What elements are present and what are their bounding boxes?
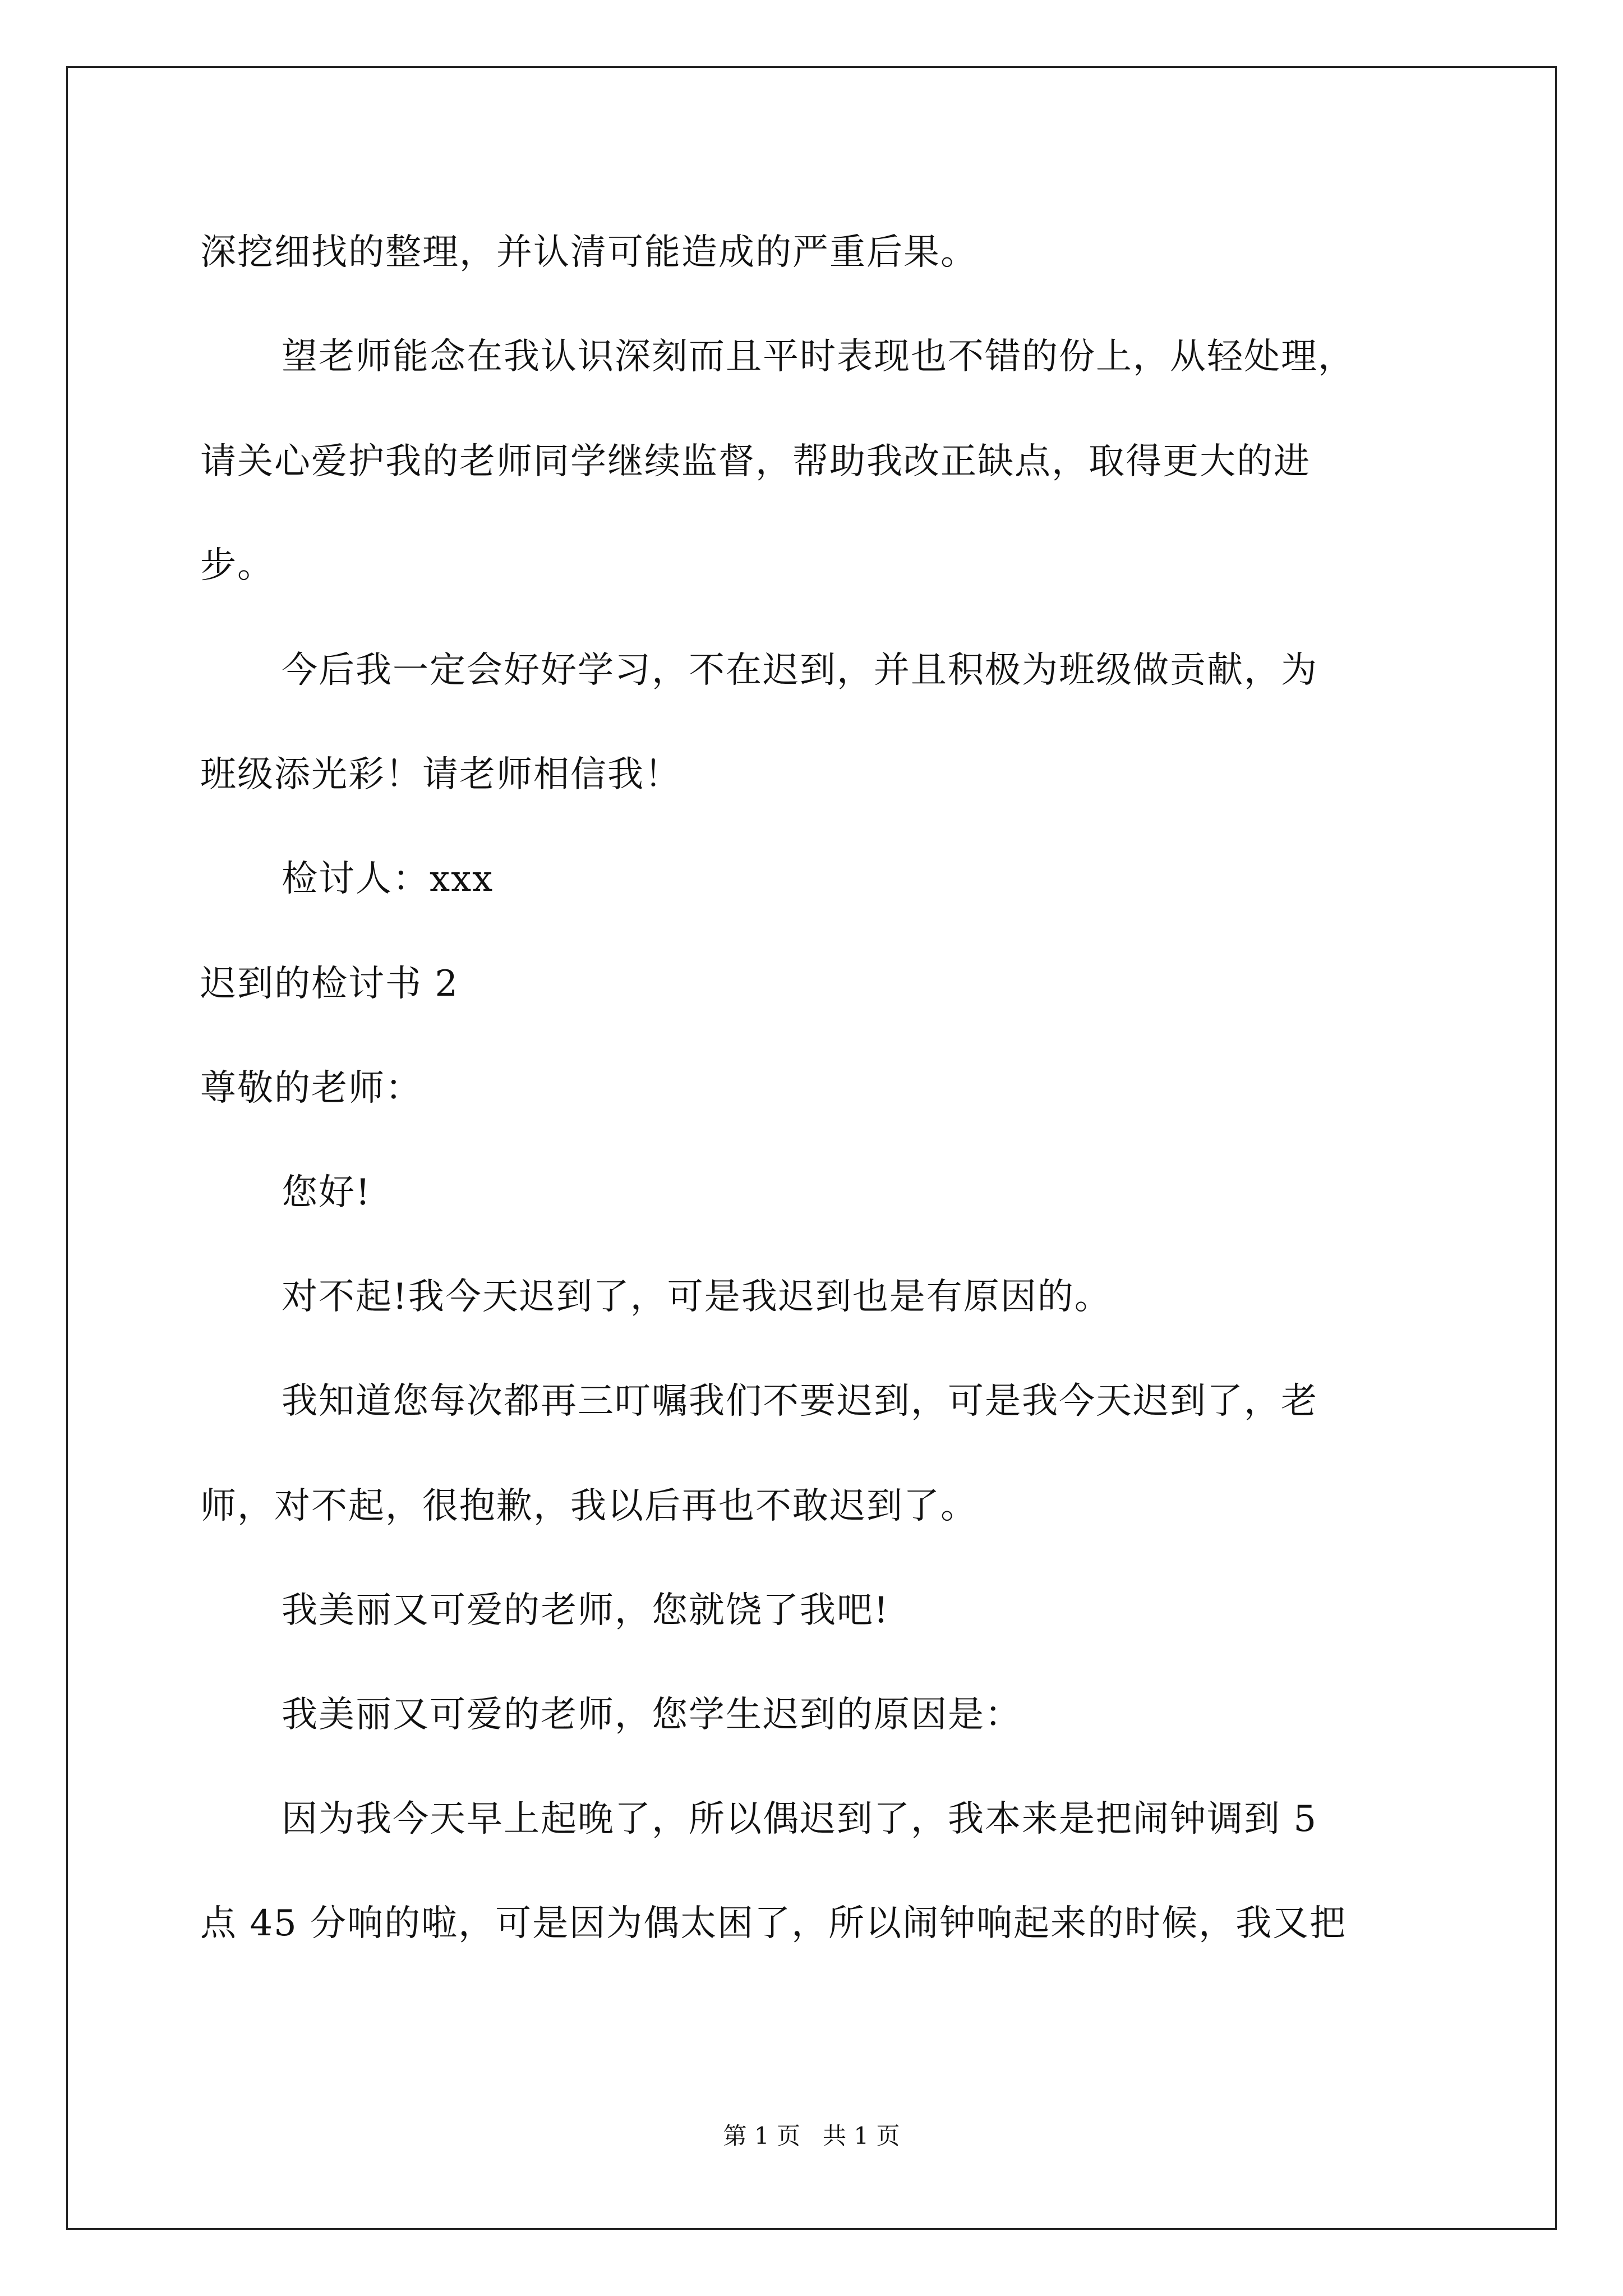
- paragraph-line: 对不起!我今天迟到了，可是我迟到也是有原因的。: [282, 1276, 1112, 1318]
- paragraph-line: 我美丽又可爱的老师，您就饶了我吧!: [282, 1590, 889, 1631]
- paragraph-line: 点 45 分响的啦，可是因为偶太困了，所以闹钟响起来的时候，我又把: [200, 1903, 1347, 1944]
- paragraph-line: 请关心爱护我的老师同学继续监督，帮助我改正缺点，取得更大的进: [200, 441, 1311, 482]
- paragraph-line: 因为我今天早上起晚了，所以偶迟到了，我本来是把闹钟调到 5: [282, 1798, 1318, 1840]
- section-title: 迟到的检讨书 2: [200, 963, 459, 1005]
- signature-line: 检讨人：xxx: [282, 858, 494, 900]
- paragraph-line: 望老师能念在我认识深刻而且平时表现也不错的份上，从轻处理，: [282, 336, 1355, 378]
- paragraph-line: 我美丽又可爱的老师，您学生迟到的原因是：: [282, 1694, 1022, 1736]
- paragraph-line: 今后我一定会好好学习，不在迟到，并且积极为班级做贡献，为: [282, 650, 1318, 691]
- paragraph-line: 班级添光彩！请老师相信我！: [200, 754, 681, 795]
- salutation: 尊敬的老师：: [200, 1068, 422, 1109]
- page-footer: 第 1 页 共 1 页: [723, 2122, 900, 2150]
- paragraph-line: 我知道您每次都再三叮嘱我们不要迟到，可是我今天迟到了，老: [282, 1381, 1318, 1422]
- paragraph-line: 深挖细找的整理，并认清可能造成的严重后果。: [200, 232, 978, 273]
- greeting: 您好!: [282, 1172, 371, 1213]
- paragraph-line: 步。: [200, 545, 274, 586]
- paragraph-line: 师，对不起，很抱歉，我以后再也不敢迟到了。: [200, 1485, 978, 1527]
